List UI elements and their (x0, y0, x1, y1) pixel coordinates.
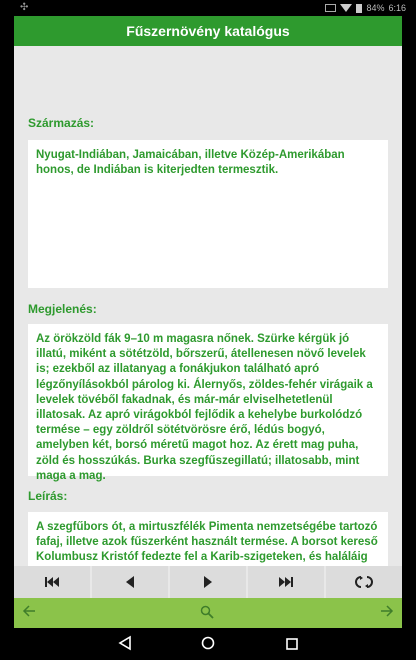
heading-appearance: Megjelenés: (28, 302, 97, 316)
last-button[interactable] (248, 566, 324, 598)
previous-button[interactable] (92, 566, 168, 598)
previous-icon (126, 576, 134, 588)
next-button[interactable] (170, 566, 246, 598)
battery-percent: 84% (366, 3, 385, 13)
text-box-appearance: Az örökzöld fák 9–10 m magasra nőnek. Szürke kérgük jó illatú, miként a sötétzöld, bőrszerű, átellenesen növő levelek is; ezekből az illatanyag a fonákjukon található apró légzőnyílásokból párolog ki. Álernyős, zöldes-fehér virágaik a levelek tövéből fakadnak, és már-már elviselhetetlenül illatosak. Az apró virágokból fejlődik a kehelybe burkolódzó termése – egy zöldről sötétvörösre érő, lédús bogyó, amelyben két, borsó méretű magot hoz. Az érett mag puha, zöld és hosszúkás. Burka szegfűszegillatú; illatosabb, mint maga a mag. (28, 324, 388, 476)
back-triangle-icon (118, 636, 132, 650)
heading-origin: Származás: (28, 116, 95, 130)
text-box-origin: Nyugat-Indiában, Jamaicában, illetve Közép-Amerikában honos, de Indiában is kiterjedten termesztik. (28, 140, 388, 288)
heading-description: Leírás: (28, 489, 68, 503)
refresh-button[interactable] (326, 566, 402, 598)
forward-arrow-button[interactable] (380, 604, 394, 623)
back-arrow-button[interactable] (22, 604, 36, 623)
first-icon (45, 577, 59, 587)
home-circle-icon (201, 636, 215, 650)
battery-icon (356, 4, 362, 13)
no-sim-icon (325, 4, 336, 12)
back-arrow-icon (22, 604, 36, 618)
next-icon (204, 576, 212, 588)
system-home-button[interactable] (201, 636, 215, 655)
app-title: Fűszernövény katalógus (14, 16, 402, 46)
recents-square-icon (286, 638, 298, 650)
navigation-controls (14, 566, 402, 598)
system-recents-button[interactable] (286, 637, 298, 655)
first-button[interactable] (14, 566, 90, 598)
system-nav-bar (0, 628, 416, 660)
wifi-icon (340, 4, 352, 12)
search-button[interactable] (200, 605, 214, 624)
usb-debug-icon: ✣ (20, 2, 29, 13)
status-icons (325, 3, 406, 13)
system-back-button[interactable] (118, 636, 132, 655)
text-box-description: A szegfűbors ót, a mirtuszfélék Pimenta nemzetségébe tartozó fafaj, illetve azok fűszerként használt termése. A borsot kereső Kolumbusz Kristóf fedezte fel a Karib-szigeteken, és haláláig (28, 512, 388, 572)
forward-arrow-icon (380, 604, 394, 618)
content-scroll-area[interactable] (14, 46, 402, 566)
last-icon (279, 577, 293, 587)
search-icon (200, 605, 214, 619)
status-bar (0, 0, 416, 16)
clock: 6:16 (388, 3, 406, 13)
refresh-icon (357, 576, 371, 588)
bottom-toolbar (14, 598, 402, 628)
